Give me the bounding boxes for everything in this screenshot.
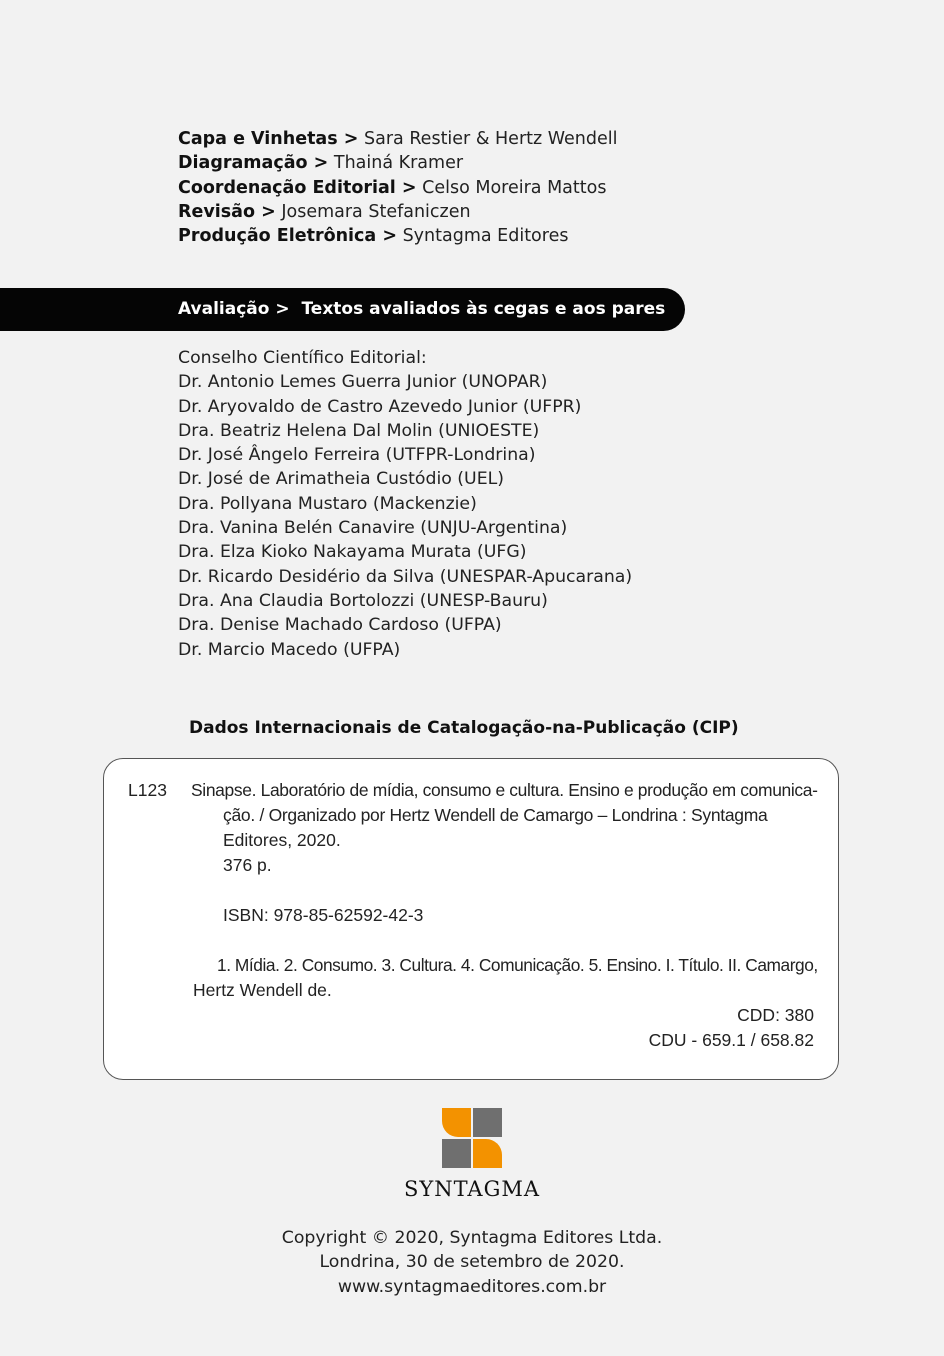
credit-value: Josemara Stefaniczen bbox=[281, 201, 471, 222]
credit-row bbox=[178, 200, 618, 224]
council-member: Dr. Aryovaldo de Castro Azevedo Junior (UFPR) bbox=[178, 396, 582, 417]
logo-gray-top-right bbox=[473, 1108, 502, 1137]
cip-line: Sinapse. Laboratório de mídia, consumo e cultura. Ensino e produção em comunica- bbox=[191, 780, 818, 800]
publication-date: Londrina, 30 de setembro de 2020. bbox=[319, 1252, 625, 1273]
council-member: Dra. Denise Machado Cardoso (UFPA) bbox=[178, 615, 502, 636]
cip-title: Dados Internacionais de Catalogação-na-Publicação (CIP) bbox=[189, 718, 739, 738]
council-member: Dr. Antonio Lemes Guerra Junior (UNOPAR) bbox=[178, 372, 548, 393]
credit-row bbox=[178, 224, 618, 248]
publisher-website: www.syntagmaeditores.com.br bbox=[337, 1276, 607, 1297]
credit-value: Thainá Kramer bbox=[333, 153, 464, 174]
credit-row bbox=[178, 127, 618, 151]
council-member: Dra. Vanina Belén Canavire (UNJU-Argentina) bbox=[178, 518, 568, 539]
cip-record-box bbox=[103, 758, 839, 1080]
council-member: Dra. Pollyana Mustaro (Mackenzie) bbox=[178, 493, 477, 514]
cip-pages: 376 p. bbox=[223, 855, 272, 875]
scientific-council bbox=[178, 346, 632, 662]
syntagma-logo-icon bbox=[442, 1108, 502, 1168]
council-member: Dra. Ana Claudia Bortolozzi (UNESP-Bauru) bbox=[178, 590, 548, 611]
evaluation-banner bbox=[0, 288, 685, 331]
council-member: Dr. Marcio Macedo (UFPA) bbox=[178, 639, 401, 660]
credit-value: Sara Restier & Hertz Wendell bbox=[364, 129, 618, 149]
council-member: Dra. Elza Kioko Nakayama Murata (UFG) bbox=[178, 542, 527, 563]
cip-line: Editores, 2020. bbox=[223, 830, 341, 850]
council-member: Dra. Beatriz Helena Dal Molin (UNIOESTE) bbox=[178, 420, 540, 441]
evaluation-text bbox=[178, 299, 665, 319]
council-member: Dr. Ricardo Desidério da Silva (UNESPAR-Apucarana) bbox=[178, 566, 633, 587]
logo-orange-top-left bbox=[442, 1108, 471, 1137]
credit-row bbox=[178, 151, 618, 175]
evaluation-value: Textos avaliados às cegas e aos pares bbox=[301, 299, 666, 319]
council-member: Dr. José Ângelo Ferreira (UTFPR-Londrina) bbox=[178, 445, 536, 466]
credit-value: Syntagma Editores bbox=[402, 226, 569, 247]
credit-value: Celso Moreira Mattos bbox=[422, 177, 607, 198]
copyright-line: Copyright © 2020, Syntagma Editores Ltda. bbox=[281, 1228, 663, 1248]
council-member: Dr. José de Arimatheia Custódio (UEL) bbox=[178, 469, 504, 490]
credit-label: Revisão > bbox=[178, 201, 276, 222]
cip-cdu: CDU - 659.1 / 658.82 bbox=[648, 1030, 814, 1050]
logo-gray-bottom-left bbox=[442, 1139, 471, 1168]
copyright-block bbox=[0, 1226, 944, 1299]
logo-wordmark: SYNTAGMA bbox=[403, 1177, 541, 1201]
cip-isbn: ISBN: 978-85-62592-42-3 bbox=[223, 905, 424, 925]
credit-label: Produção Eletrônica > bbox=[178, 226, 397, 247]
credits-block bbox=[178, 127, 618, 248]
council-heading: Conselho Científico Editorial: bbox=[178, 348, 427, 368]
cip-cdd: CDD: 380 bbox=[737, 1005, 814, 1025]
cip-code: L123 bbox=[128, 780, 167, 800]
cip-line: ção. / Organizado por Hertz Wendell de Camargo – Londrina : Syntagma bbox=[223, 805, 768, 825]
cip-subjects: Hertz Wendell de. bbox=[193, 980, 332, 1000]
credit-label: Capa e Vinhetas > bbox=[178, 129, 359, 149]
cip-subjects: 1. Mídia. 2. Consumo. 3. Cultura. 4. Comunicação. 5. Ensino. I. Título. II. Camargo, bbox=[217, 955, 818, 975]
evaluation-label: Avaliação > bbox=[178, 299, 290, 319]
logo-orange-bottom-right bbox=[473, 1139, 502, 1168]
credit-label: Coordenação Editorial > bbox=[178, 177, 417, 198]
credit-row bbox=[178, 176, 618, 200]
credit-label: Diagramação > bbox=[178, 153, 329, 174]
